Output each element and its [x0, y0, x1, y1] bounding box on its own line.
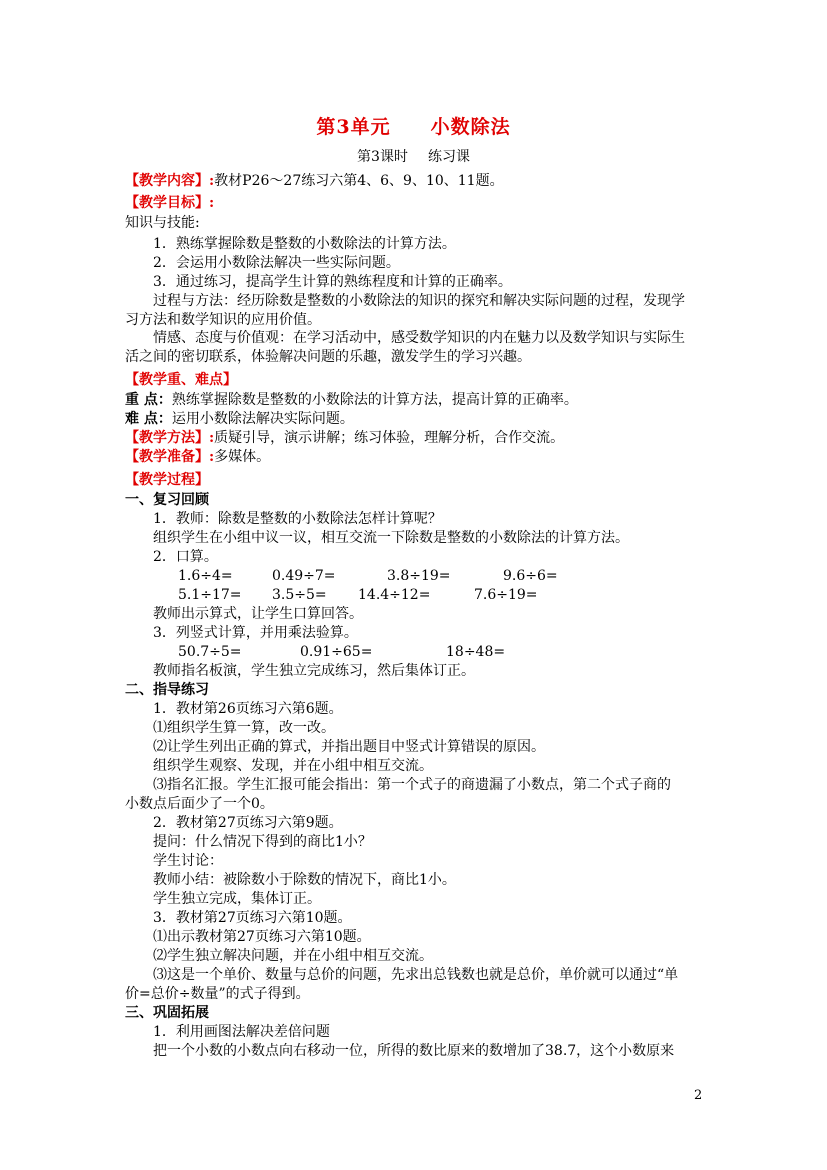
section-2-item-1d-2: 小数点后面少了一个0。: [125, 796, 274, 812]
section-1-item-2a: 教师出示算式，让学生口算回答。: [153, 606, 363, 622]
lesson-number: 第3课时: [357, 149, 408, 165]
keypoints-label: 【教学重、难点】: [125, 372, 237, 388]
section-3-heading: 三、巩固拓展: [125, 1005, 209, 1021]
goal-emotion-1: 情感、态度与价值观：在学习活动中，感受数学知识的内在魅力以及数学知识与实际生: [153, 330, 685, 346]
section-2-item-1d-1: ⑶指名汇报。学生汇报可能会指出：第一个式子的商遗漏了小数点，第二个式子商的: [153, 777, 671, 793]
vertical-calc: 50.7÷5=: [178, 644, 242, 660]
content-line: [125, 172, 504, 190]
prep-label: 【教学准备】:: [125, 449, 215, 465]
difficult-point-text: 运用小数除法解决实际问题。: [171, 411, 354, 427]
section-2-item-3c-1: ⑶这是一个单价、数量与总价的问题，先求出总钱数也就是总价，单价就可以通过“单: [153, 967, 679, 983]
oral-calc: 3.8÷19=: [387, 568, 451, 584]
section-2-item-3c-2: 价=总价÷数量”的式子得到。: [125, 986, 310, 1002]
section-2-item-3: 3．教材第27页练习六第10题。: [153, 910, 352, 926]
section-1-item-3a: 教师指名板演，学生独立完成练习，然后集体订正。: [153, 663, 475, 679]
section-1-item-1a: 组织学生在小组中议一议，相互交流一下除数是整数的小数除法的计算方法。: [153, 530, 629, 546]
page-title: [0, 112, 827, 139]
section-1-item-3: 3．列竖式计算，并用乘法验算。: [153, 625, 358, 641]
goal-k1: 1．熟练掌握除数是整数的小数除法的计算方法。: [153, 236, 456, 252]
method-text: 质疑引导，演示讲解；练习体验，理解分析，合作交流。: [214, 430, 565, 446]
method-label: 【教学方法】:: [125, 430, 215, 446]
section-2-item-2c: 教师小结：被除数小于除数的情况下，商比1小。: [153, 872, 456, 888]
process-label: 【教学过程】: [125, 472, 209, 488]
section-1-item-1: 1．教师：除数是整数的小数除法怎样计算呢？: [153, 511, 442, 527]
section-1-heading: 一、复习回顾: [125, 492, 209, 508]
method-line: [125, 429, 564, 447]
section-2-heading: 二、指导练习: [125, 682, 209, 698]
vertical-calc: 18÷48=: [446, 644, 506, 660]
goal-process-1: 过程与方法：经历除数是整数的小数除法的知识的探究和解决实际问题的过程，发现学: [153, 293, 685, 309]
knowledge-heading: 知识与技能:: [125, 215, 200, 231]
unit-name: 小数除法: [430, 116, 511, 138]
content-label: 【教学内容】:: [125, 173, 215, 189]
goal-emotion-2: 活之间的密切联系，体验解决问题的乐趣，激发学生的学习兴趣。: [125, 349, 531, 365]
page-number: 2: [694, 1088, 703, 1103]
key-point-line: [125, 391, 578, 409]
oral-calc: 9.6÷6=: [503, 568, 558, 584]
section-1-item-2: 2．口算。: [153, 549, 218, 565]
section-2-item-3b: ⑵学生独立解决问题，并在小组中相互交流。: [153, 948, 433, 964]
section-2-item-3a: ⑴出示教材第27页练习六第10题。: [153, 929, 371, 945]
oral-calc: 0.49÷7=: [272, 568, 336, 584]
vertical-calc-row: [0, 643, 827, 661]
oral-calc-row-1: [0, 567, 827, 585]
section-2-item-1b: ⑵让学生列出正确的算式，并指出题目中竖式计算错误的原因。: [153, 739, 545, 755]
goal-k3: 3．通过练习，提高学生计算的熟练程度和计算的正确率。: [153, 274, 512, 290]
goal-k2: 2．会运用小数除法解决一些实际问题。: [153, 255, 400, 271]
difficult-point-line: [125, 410, 354, 428]
oral-calc: 7.6÷19=: [474, 587, 538, 603]
content-text: 教材P26～27练习六第4、6、9、10、11题。: [214, 173, 504, 189]
prep-line: [125, 448, 270, 466]
oral-calc: 5.1÷17=: [178, 587, 242, 603]
key-point-label: 重 点：: [125, 392, 172, 408]
section-3-item-1: 1．利用画图法解决差倍问题: [153, 1024, 330, 1040]
section-2-item-2a: 提问：什么情况下得到的商比1小？: [153, 834, 372, 850]
goal-process-2: 习方法和数学知识的应用价值。: [125, 312, 321, 328]
section-2-item-1: 1．教材第26页练习六第6题。: [153, 701, 343, 717]
lesson-type: 练习课: [427, 149, 470, 165]
difficult-point-label: 难 点：: [125, 411, 172, 427]
vertical-calc: 0.91÷65=: [300, 644, 373, 660]
section-2-item-2: 2．教材第27页练习六第9题。: [153, 815, 343, 831]
key-point-text: 熟练掌握除数是整数的小数除法的计算方法，提高计算的正确率。: [171, 392, 578, 408]
oral-calc: 3.5÷5=: [272, 587, 327, 603]
oral-calc: 14.4÷12=: [358, 587, 431, 603]
unit-label: 第3单元: [316, 116, 391, 138]
goals-label: 【教学目标】:: [125, 195, 215, 211]
lesson-subtitle: [0, 146, 827, 166]
section-2-item-2d: 学生独立完成，集体订正。: [153, 891, 321, 907]
section-2-item-1a: ⑴组织学生算一算，改一改。: [153, 720, 335, 736]
oral-calc-row-2: [0, 586, 827, 604]
oral-calc: 1.6÷4=: [178, 568, 233, 584]
section-2-item-1c: 组织学生观察、发现，并在小组中相互交流。: [153, 758, 433, 774]
section-2-item-2b: 学生讨论：: [153, 853, 223, 869]
section-3-item-1a: 把一个小数的小数点向右移动一位，所得的数比原来的数增加了38.7，这个小数原来: [153, 1043, 675, 1059]
prep-text: 多媒体。: [214, 449, 271, 465]
